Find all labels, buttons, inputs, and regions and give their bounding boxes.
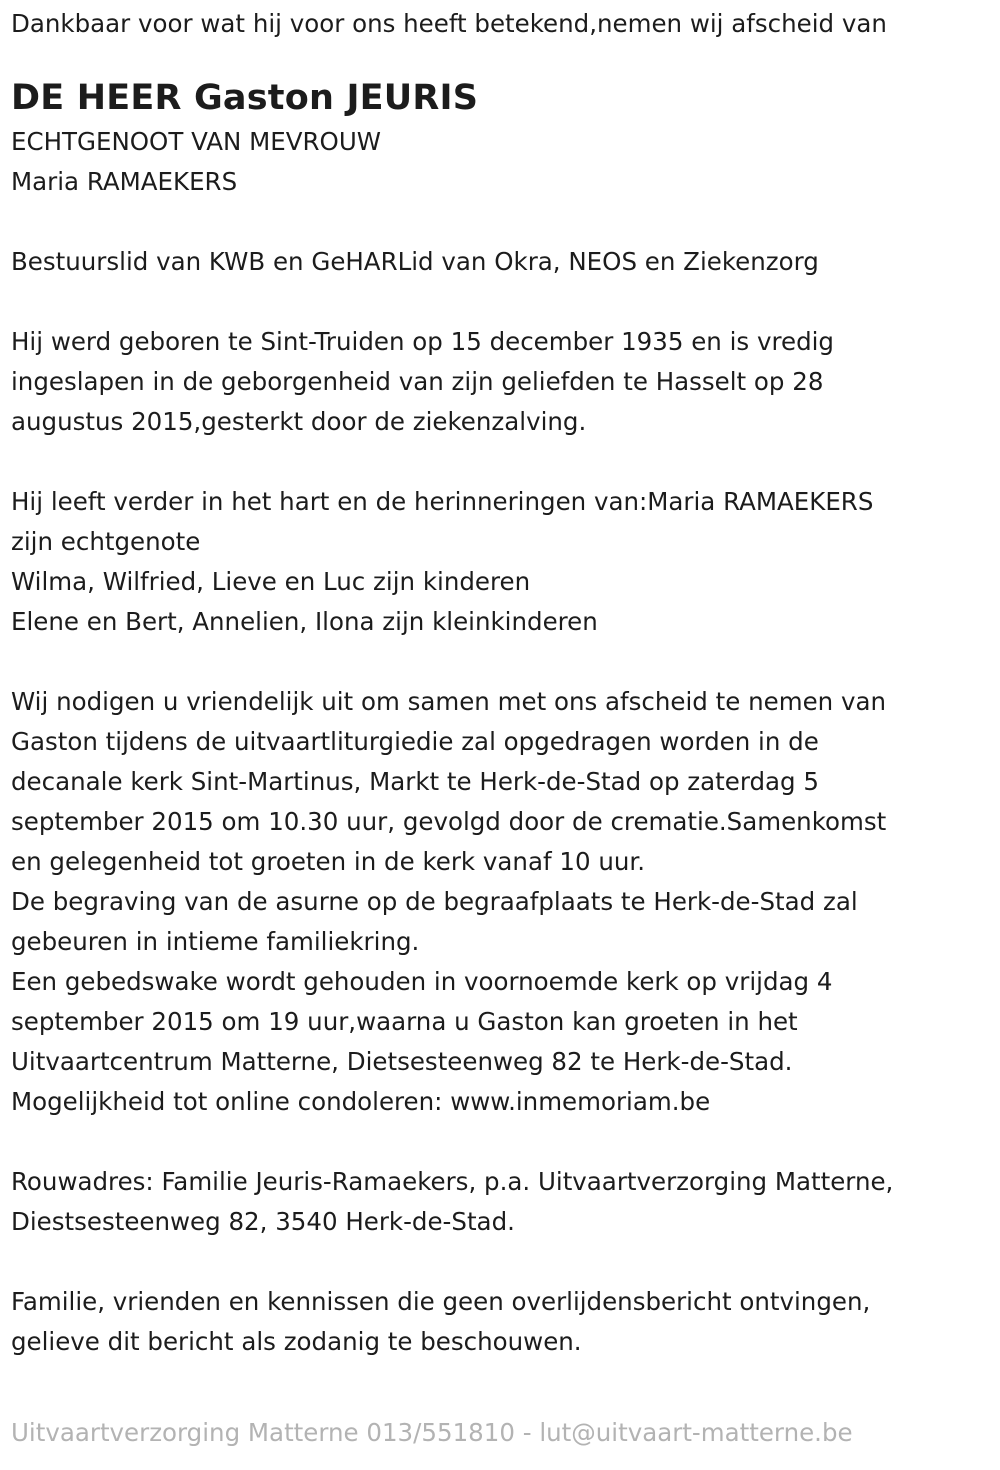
deceased-name: DE HEER Gaston JEURIS [11,78,479,118]
ceremony-paragraph [11,682,986,1122]
paragraph-line: Diestsesteenweg 82, 3540 Herk-de-Stad. [11,1207,515,1236]
paragraph-line: Hij leeft verder in het hart en de herinneringen van:Maria RAMAEKERS [11,487,874,516]
paragraph-line: Familie, vrienden en kennissen die geen overlijdensbericht ontvingen, [11,1287,871,1316]
paragraph-line: gelieve dit bericht als zodanig te beschouwen. [11,1327,582,1356]
survivors-paragraph [11,482,986,642]
paragraph-line: De begraving van de asurne op de begraafplaats te Herk-de-Stad zal [11,887,858,916]
paragraph-line: Hij werd geboren te Sint-Truiden op 15 december 1935 en is vredig [11,327,834,356]
intro-text: Dankbaar voor wat hij voor ons heeft betekend,nemen wij afscheid van [11,9,887,38]
birth-death-paragraph [11,322,986,442]
address-paragraph [11,1162,986,1242]
spacer [11,1242,986,1282]
paragraph-line: augustus 2015,gesterkt door de ziekenzalving. [11,407,587,436]
spacer [11,642,986,682]
paragraph-line: Rouwadres: Familie Jeuris-Ramaekers, p.a. Uitvaartverzorging Matterne, [11,1167,894,1196]
paragraph-line: Mogelijkheid tot online condoleren: www.inmemoriam.be [11,1087,711,1116]
paragraph-line: gebeuren in intieme familiekring. [11,927,420,956]
paragraph-line: decanale kerk Sint-Martinus, Markt te Herk-de-Stad op zaterdag 5 [11,767,819,796]
footer-contact: Uitvaartverzorging Matterne 013/551810 - lut@uitvaart-matterne.be [11,1418,853,1447]
paragraph-line: september 2015 om 10.30 uur, gevolgd door de crematie.Samenkomst [11,807,887,836]
paragraph-line: Wilma, Wilfried, Lieve en Luc zijn kinderen [11,567,531,596]
spouse-title: ECHTGENOOT VAN MEVROUW [11,127,382,156]
paragraph-line: Gaston tijdens de uitvaartliturgiedie zal opgedragen worden in de [11,727,819,756]
paragraph-line: ingeslapen in de geborgenheid van zijn geliefden te Hasselt op 28 [11,367,824,396]
spacer [11,442,986,482]
memberships-text: Bestuurslid van KWB en GeHARLid van Okra, NEOS en Ziekenzorg [11,247,819,276]
closing-paragraph [11,1282,986,1362]
obituary-notice [11,4,986,1362]
paragraph-line: Elene en Bert, Annelien, Ilona zijn kleinkinderen [11,607,598,636]
paragraph-line: zijn echtgenote [11,527,201,556]
paragraph-line: Wij nodigen u vriendelijk uit om samen met ons afscheid te nemen van [11,687,887,716]
paragraph-line: Uitvaartcentrum Matterne, Dietsesteenweg 82 te Herk-de-Stad. [11,1047,793,1076]
spouse-name: Maria RAMAEKERS [11,167,238,196]
spacer [11,1122,986,1162]
paragraph-line: september 2015 om 19 uur,waarna u Gaston kan groeten in het [11,1007,798,1036]
paragraph-line: Een gebedswake wordt gehouden in voornoemde kerk op vrijdag 4 [11,967,833,996]
spacer [11,282,986,322]
spacer [11,202,986,242]
paragraph-line: en gelegenheid tot groeten in de kerk vanaf 10 uur. [11,847,645,876]
